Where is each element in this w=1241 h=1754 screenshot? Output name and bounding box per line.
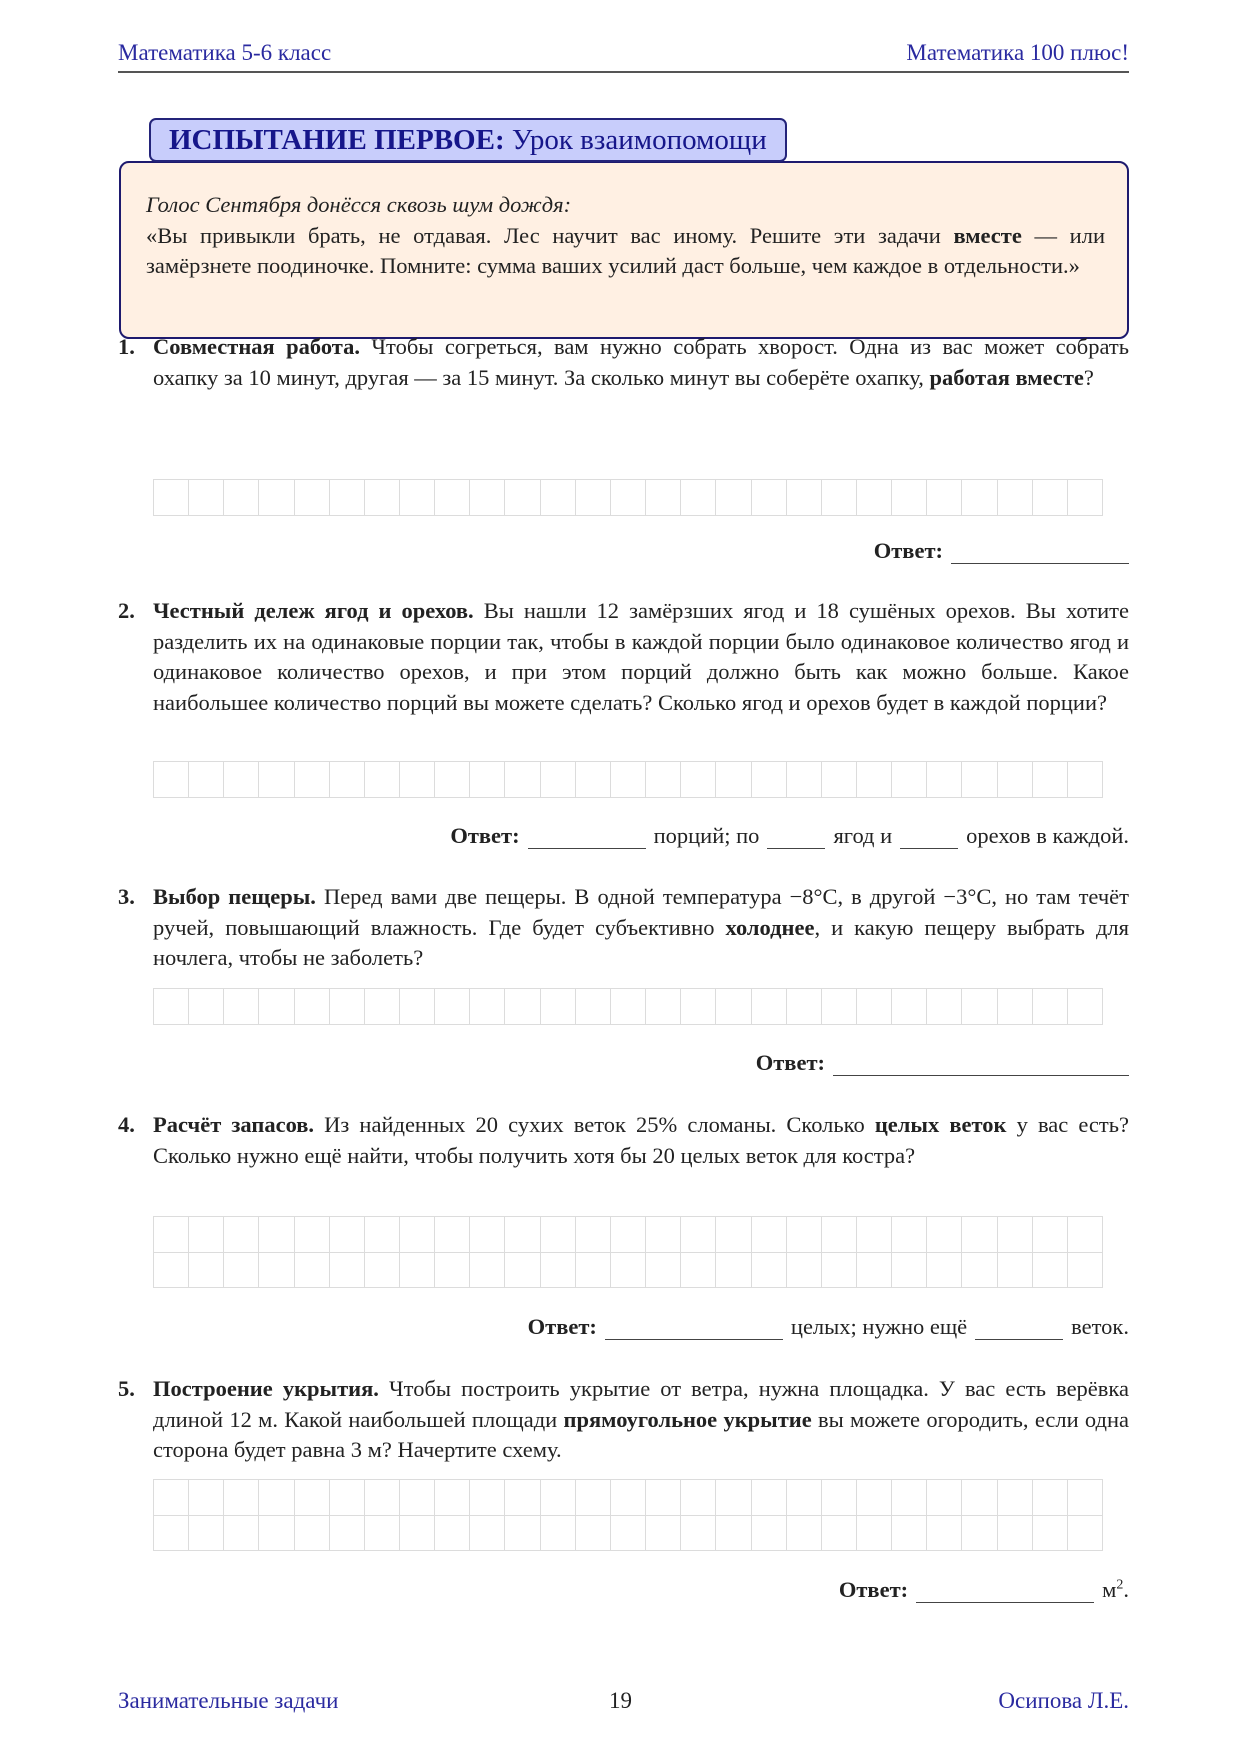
- grid-cell[interactable]: [295, 1217, 330, 1253]
- task-title: Расчёт запасов.: [153, 1112, 315, 1137]
- grid-cell[interactable]: [400, 1516, 435, 1552]
- grid-cell[interactable]: [576, 1253, 611, 1289]
- work-grid-4[interactable]: [153, 1216, 1103, 1288]
- grid-cell[interactable]: [998, 1217, 1033, 1253]
- grid-cell[interactable]: [752, 762, 787, 798]
- grid-cell[interactable]: [330, 480, 365, 516]
- grid-cell[interactable]: [927, 1480, 962, 1516]
- grid-cell[interactable]: [365, 1516, 400, 1552]
- grid-cell[interactable]: [962, 1480, 997, 1516]
- answer-blank-berries[interactable]: [767, 827, 825, 849]
- task-number: 1.: [118, 334, 135, 359]
- answer-label: Ответ:: [838, 1577, 909, 1602]
- grid-cell[interactable]: [505, 762, 540, 798]
- grid-cell[interactable]: [435, 1217, 470, 1253]
- footer-section: Занимательные задачи: [118, 1688, 339, 1713]
- task-1: [118, 332, 1129, 393]
- grid-cell[interactable]: [716, 989, 751, 1025]
- grid-cell[interactable]: [154, 1253, 189, 1289]
- grid-cell[interactable]: [470, 1253, 505, 1289]
- grid-cell[interactable]: [505, 1516, 540, 1552]
- grid-cell[interactable]: [752, 1516, 787, 1552]
- grid-cell[interactable]: [400, 1253, 435, 1289]
- grid-cell[interactable]: [224, 1516, 259, 1552]
- grid-cell[interactable]: [998, 1253, 1033, 1289]
- grid-cell[interactable]: [576, 762, 611, 798]
- grid-cell[interactable]: [1033, 1217, 1068, 1253]
- grid-cell[interactable]: [224, 1253, 259, 1289]
- quote-intro: Голос Сентября донёсся сквозь шум дождя:: [146, 192, 572, 217]
- task-number: 4.: [118, 1112, 135, 1137]
- task-5: [118, 1374, 1129, 1466]
- grid-cell[interactable]: [295, 480, 330, 516]
- grid-cell[interactable]: [716, 762, 751, 798]
- grid-cell[interactable]: [224, 480, 259, 516]
- grid-cell[interactable]: [576, 1480, 611, 1516]
- task-emphasis: целых веток: [874, 1112, 1007, 1137]
- grid-cell[interactable]: [295, 989, 330, 1025]
- task-3: [118, 882, 1129, 974]
- grid-cell[interactable]: [892, 762, 927, 798]
- grid-cell[interactable]: [470, 762, 505, 798]
- task-body: Чтобы согреться, вам нужно собрать хворост. Одна из вас может собрать охапку за 10 минут, другая — за 15 минут. За сколько минут вы соберёте охапку,: [153, 334, 1129, 390]
- grid-cell[interactable]: [646, 989, 681, 1025]
- work-grid-2[interactable]: [153, 761, 1103, 798]
- grid-cell[interactable]: [822, 1516, 857, 1552]
- grid-cell[interactable]: [259, 480, 294, 516]
- task-number: 5.: [118, 1376, 135, 1401]
- answer-text: орехов в каждой.: [966, 823, 1129, 848]
- grid-cell[interactable]: [998, 480, 1033, 516]
- grid-cell[interactable]: [787, 1253, 822, 1289]
- grid-cell[interactable]: [505, 1253, 540, 1289]
- grid-cell[interactable]: [611, 1516, 646, 1552]
- grid-cell[interactable]: [857, 762, 892, 798]
- grid-cell[interactable]: [189, 1253, 224, 1289]
- grid-cell[interactable]: [1068, 1516, 1103, 1552]
- answer-blank-whole[interactable]: [605, 1318, 783, 1340]
- answer-blank-portions[interactable]: [528, 827, 646, 849]
- grid-cell[interactable]: [787, 989, 822, 1025]
- challenge-title: [149, 118, 787, 162]
- unit-exponent: 2: [1116, 1577, 1124, 1593]
- grid-cell[interactable]: [154, 762, 189, 798]
- grid-cell[interactable]: [998, 1516, 1033, 1552]
- grid-cell[interactable]: [470, 989, 505, 1025]
- grid-cell[interactable]: [752, 1217, 787, 1253]
- task-emphasis: прямоугольное укрытие: [563, 1406, 812, 1432]
- grid-cell[interactable]: [189, 1516, 224, 1552]
- task-text: [153, 1110, 1129, 1171]
- grid-cell[interactable]: [189, 989, 224, 1025]
- grid-cell[interactable]: [541, 1217, 576, 1253]
- grid-cell[interactable]: [435, 1516, 470, 1552]
- answer-blank[interactable]: [951, 542, 1129, 564]
- answer-text: веток.: [1071, 1314, 1129, 1339]
- task-emphasis: холоднее: [725, 914, 815, 940]
- task-body-end: вы можете огородить, если одна сторона будет равна 3 м? Начертите схему.: [153, 1406, 1129, 1462]
- grid-cell[interactable]: [681, 762, 716, 798]
- grid-cell[interactable]: [365, 1253, 400, 1289]
- grid-cell[interactable]: [154, 989, 189, 1025]
- grid-cell[interactable]: [189, 1217, 224, 1253]
- grid-cell[interactable]: [822, 989, 857, 1025]
- grid-cell[interactable]: [541, 762, 576, 798]
- grid-cell[interactable]: [541, 480, 576, 516]
- running-header: [118, 40, 1129, 66]
- grid-cell[interactable]: [154, 1480, 189, 1516]
- grid-cell[interactable]: [470, 1516, 505, 1552]
- task-body-end: ?: [1083, 364, 1094, 390]
- grid-cell[interactable]: [927, 1253, 962, 1289]
- grid-cell[interactable]: [259, 989, 294, 1025]
- grid-cell[interactable]: [154, 1217, 189, 1253]
- answer-blank-area[interactable]: [916, 1581, 1094, 1603]
- challenge-title-bold: ИСПЫТАНИЕ ПЕРВОЕ:: [169, 124, 505, 156]
- grid-cell[interactable]: [505, 1480, 540, 1516]
- grid-cell[interactable]: [1068, 1480, 1103, 1516]
- grid-cell[interactable]: [224, 1217, 259, 1253]
- grid-cell[interactable]: [927, 480, 962, 516]
- grid-cell[interactable]: [927, 1217, 962, 1253]
- task-title: Построение укрытия.: [153, 1376, 379, 1401]
- answer-label: Ответ:: [450, 823, 520, 848]
- grid-cell[interactable]: [295, 762, 330, 798]
- grid-cell[interactable]: [962, 762, 997, 798]
- answer-blank[interactable]: [833, 1054, 1129, 1076]
- grid-cell[interactable]: [1068, 762, 1103, 798]
- grid-cell[interactable]: [435, 1253, 470, 1289]
- task-title: Совместная работа.: [153, 334, 361, 359]
- challenge-title-rest: Урок взаимопомощи: [504, 124, 767, 156]
- grid-cell[interactable]: [787, 1480, 822, 1516]
- quote-text: [146, 221, 1105, 282]
- grid-cell[interactable]: [646, 1217, 681, 1253]
- answer-text: ягод и: [833, 823, 893, 848]
- grid-cell[interactable]: [892, 1480, 927, 1516]
- grid-cell[interactable]: [470, 1217, 505, 1253]
- grid-cell[interactable]: [611, 1480, 646, 1516]
- answer-1: [874, 538, 1129, 564]
- grid-cell[interactable]: [1033, 762, 1068, 798]
- grid-cell[interactable]: [576, 1217, 611, 1253]
- grid-cell[interactable]: [189, 762, 224, 798]
- task-text: [153, 882, 1129, 974]
- task-text: [153, 332, 1129, 393]
- task-text: [153, 1374, 1129, 1466]
- grid-cell[interactable]: [435, 762, 470, 798]
- task-number: 3.: [118, 884, 135, 909]
- quote-box: [119, 161, 1129, 339]
- answer-3: [756, 1050, 1129, 1076]
- grid-cell[interactable]: [962, 1217, 997, 1253]
- grid-cell[interactable]: [189, 1480, 224, 1516]
- grid-cell[interactable]: [927, 1516, 962, 1552]
- grid-cell[interactable]: [998, 989, 1033, 1025]
- grid-cell[interactable]: [716, 1516, 751, 1552]
- grid-cell[interactable]: [154, 1516, 189, 1552]
- task-title: Честный дележ ягод и орехов.: [153, 598, 474, 623]
- grid-cell[interactable]: [154, 480, 189, 516]
- grid-cell[interactable]: [400, 1217, 435, 1253]
- page-number: 19: [609, 1688, 632, 1713]
- grid-cell[interactable]: [611, 1217, 646, 1253]
- grid-cell[interactable]: [224, 989, 259, 1025]
- answer-label: Ответ:: [873, 538, 943, 563]
- grid-cell[interactable]: [892, 480, 927, 516]
- grid-cell[interactable]: [435, 1480, 470, 1516]
- task-title: Выбор пещеры.: [153, 884, 316, 909]
- quote-part2: — или замёрзнете поодиночке. Помните: сумма ваших усилий даст больше, чем каждое в отдельности.»: [146, 222, 1105, 278]
- grid-cell[interactable]: [295, 1516, 330, 1552]
- grid-cell[interactable]: [822, 1217, 857, 1253]
- grid-cell[interactable]: [857, 1217, 892, 1253]
- grid-cell[interactable]: [224, 1480, 259, 1516]
- grid-cell[interactable]: [962, 480, 997, 516]
- task-text: [153, 596, 1129, 718]
- grid-cell[interactable]: [435, 480, 470, 516]
- grid-cell[interactable]: [1033, 1253, 1068, 1289]
- grid-cell[interactable]: [998, 1480, 1033, 1516]
- task-body: Чтобы построить укрытие от ветра, нужна площадка. У вас есть верёвка длиной 12 м. Какой наибольшей площади: [153, 1376, 1129, 1432]
- grid-cell[interactable]: [787, 480, 822, 516]
- grid-cell[interactable]: [330, 1516, 365, 1552]
- grid-cell[interactable]: [857, 480, 892, 516]
- work-grid-5[interactable]: [153, 1479, 1103, 1551]
- grid-cell[interactable]: [505, 480, 540, 516]
- grid-cell[interactable]: [681, 1516, 716, 1552]
- grid-cell[interactable]: [892, 1516, 927, 1552]
- grid-cell[interactable]: [822, 762, 857, 798]
- grid-cell[interactable]: [330, 1480, 365, 1516]
- grid-cell[interactable]: [646, 1516, 681, 1552]
- grid-cell[interactable]: [576, 480, 611, 516]
- answer-4: [528, 1314, 1129, 1340]
- grid-cell[interactable]: [365, 480, 400, 516]
- grid-cell[interactable]: [470, 480, 505, 516]
- grid-cell[interactable]: [752, 480, 787, 516]
- task-body: Из найденных 20 сухих веток 25% сломаны. Сколько: [314, 1112, 875, 1137]
- grid-cell[interactable]: [400, 1480, 435, 1516]
- grid-cell[interactable]: [259, 1480, 294, 1516]
- grid-cell[interactable]: [365, 989, 400, 1025]
- grid-cell[interactable]: [541, 1480, 576, 1516]
- grid-cell[interactable]: [752, 1253, 787, 1289]
- grid-cell[interactable]: [541, 989, 576, 1025]
- task-body: Перед вами две пещеры. В одной температура −8°C, в другой −3°C, но там течёт ручей, повышающий влажность. Где будет субъективно: [153, 884, 1129, 940]
- grid-cell[interactable]: [857, 989, 892, 1025]
- grid-cell[interactable]: [576, 989, 611, 1025]
- grid-cell[interactable]: [470, 1480, 505, 1516]
- task-4: [118, 1110, 1129, 1171]
- grid-cell[interactable]: [962, 1253, 997, 1289]
- answer-2: [450, 823, 1129, 849]
- grid-cell[interactable]: [927, 762, 962, 798]
- grid-cell[interactable]: [892, 989, 927, 1025]
- grid-cell[interactable]: [505, 989, 540, 1025]
- task-body: Вы нашли 12 замёрзших ягод и 18 сушёных орехов. Вы хотите разделить их на одинаковые порции так, чтобы в каждой порции было одинаковое количество ягод и одинаковое количество орехов, и при этом порций должно быть как можно больше. Какое наибольшее количество порций вы можете сделать? Сколько ягод и орехов будет в каждой порции?: [153, 598, 1129, 715]
- grid-cell[interactable]: [400, 762, 435, 798]
- answer-label: Ответ:: [755, 1050, 825, 1075]
- grid-cell[interactable]: [892, 1217, 927, 1253]
- header-series: Математика 100 плюс!: [906, 40, 1129, 65]
- grid-cell[interactable]: [611, 989, 646, 1025]
- grid-cell[interactable]: [541, 1516, 576, 1552]
- grid-cell[interactable]: [576, 1516, 611, 1552]
- grid-cell[interactable]: [892, 1253, 927, 1289]
- answer-text: целых; нужно ещё: [790, 1314, 968, 1339]
- grid-cell[interactable]: [1033, 1516, 1068, 1552]
- grid-cell[interactable]: [752, 989, 787, 1025]
- grid-cell[interactable]: [1068, 480, 1103, 516]
- grid-cell[interactable]: [330, 1253, 365, 1289]
- running-footer: [118, 1688, 1129, 1714]
- grid-cell[interactable]: [927, 989, 962, 1025]
- grid-cell[interactable]: [857, 1480, 892, 1516]
- grid-cell[interactable]: [857, 1253, 892, 1289]
- grid-cell[interactable]: [259, 1516, 294, 1552]
- grid-cell[interactable]: [1068, 1253, 1103, 1289]
- grid-cell[interactable]: [1033, 480, 1068, 516]
- grid-cell[interactable]: [822, 480, 857, 516]
- grid-cell[interactable]: [330, 989, 365, 1025]
- grid-cell[interactable]: [189, 480, 224, 516]
- grid-cell[interactable]: [857, 1516, 892, 1552]
- grid-cell[interactable]: [505, 1217, 540, 1253]
- footer-author: Осипова Л.Е.: [998, 1688, 1129, 1713]
- grid-cell[interactable]: [646, 1480, 681, 1516]
- grid-cell[interactable]: [400, 480, 435, 516]
- grid-cell[interactable]: [962, 1516, 997, 1552]
- grid-cell[interactable]: [822, 1253, 857, 1289]
- answer-5: [839, 1577, 1129, 1603]
- quote-part1: «Вы привыкли брать, не отдавая. Лес научит вас иному. Решите эти задачи: [146, 222, 954, 248]
- grid-cell[interactable]: [646, 1253, 681, 1289]
- grid-cell[interactable]: [435, 989, 470, 1025]
- grid-cell[interactable]: [822, 1480, 857, 1516]
- grid-cell[interactable]: [365, 1480, 400, 1516]
- grid-cell[interactable]: [365, 1217, 400, 1253]
- grid-cell[interactable]: [611, 762, 646, 798]
- answer-label: Ответ:: [527, 1314, 597, 1339]
- grid-cell[interactable]: [787, 1516, 822, 1552]
- grid-cell[interactable]: [541, 1253, 576, 1289]
- grid-cell[interactable]: [259, 1253, 294, 1289]
- task-number: 2.: [118, 598, 135, 623]
- grid-cell[interactable]: [1033, 1480, 1068, 1516]
- task-body-end: у вас есть? Сколько нужно ещё найти, чтобы получить хотя бы 20 целых веток для костра?: [153, 1112, 1130, 1168]
- work-grid-1[interactable]: [153, 479, 1103, 516]
- grid-cell[interactable]: [646, 762, 681, 798]
- grid-cell[interactable]: [787, 1217, 822, 1253]
- grid-cell[interactable]: [787, 762, 822, 798]
- header-rule: [118, 71, 1129, 73]
- quote-bold: вместе: [953, 222, 1022, 248]
- grid-cell[interactable]: [295, 1253, 330, 1289]
- grid-cell[interactable]: [1068, 989, 1103, 1025]
- unit-period: .: [1123, 1577, 1129, 1602]
- grid-cell[interactable]: [681, 1480, 716, 1516]
- grid-cell[interactable]: [716, 1253, 751, 1289]
- task-2: [118, 596, 1129, 718]
- grid-cell[interactable]: [295, 1480, 330, 1516]
- grid-cell[interactable]: [259, 762, 294, 798]
- grid-cell[interactable]: [1033, 989, 1068, 1025]
- task-emphasis: работая вместе: [929, 364, 1084, 390]
- grid-cell[interactable]: [646, 480, 681, 516]
- grid-cell[interactable]: [716, 1480, 751, 1516]
- grid-cell[interactable]: [681, 1217, 716, 1253]
- grid-cell[interactable]: [681, 1253, 716, 1289]
- grid-cell[interactable]: [330, 1217, 365, 1253]
- grid-cell[interactable]: [224, 762, 259, 798]
- grid-cell[interactable]: [611, 1253, 646, 1289]
- grid-cell[interactable]: [400, 989, 435, 1025]
- work-grid-3[interactable]: [153, 988, 1103, 1025]
- grid-cell[interactable]: [962, 989, 997, 1025]
- grid-cell[interactable]: [998, 762, 1033, 798]
- grid-cell[interactable]: [365, 762, 400, 798]
- task-body-end: , и какую пещеру выбрать для ночлега, чтобы не заболеть?: [153, 914, 1129, 970]
- grid-cell[interactable]: [681, 989, 716, 1025]
- grid-cell[interactable]: [681, 480, 716, 516]
- grid-cell[interactable]: [330, 762, 365, 798]
- grid-cell[interactable]: [259, 1217, 294, 1253]
- header-course: Математика 5-6 класс: [118, 40, 332, 65]
- grid-cell[interactable]: [716, 1217, 751, 1253]
- answer-blank-more[interactable]: [975, 1318, 1063, 1340]
- unit-text: м: [1102, 1577, 1117, 1602]
- answer-text: порций; по: [653, 823, 760, 848]
- answer-unit: [1102, 1577, 1129, 1603]
- grid-cell[interactable]: [716, 480, 751, 516]
- grid-cell[interactable]: [752, 1480, 787, 1516]
- grid-cell[interactable]: [611, 480, 646, 516]
- grid-cell[interactable]: [1068, 1217, 1103, 1253]
- answer-blank-nuts[interactable]: [900, 827, 958, 849]
